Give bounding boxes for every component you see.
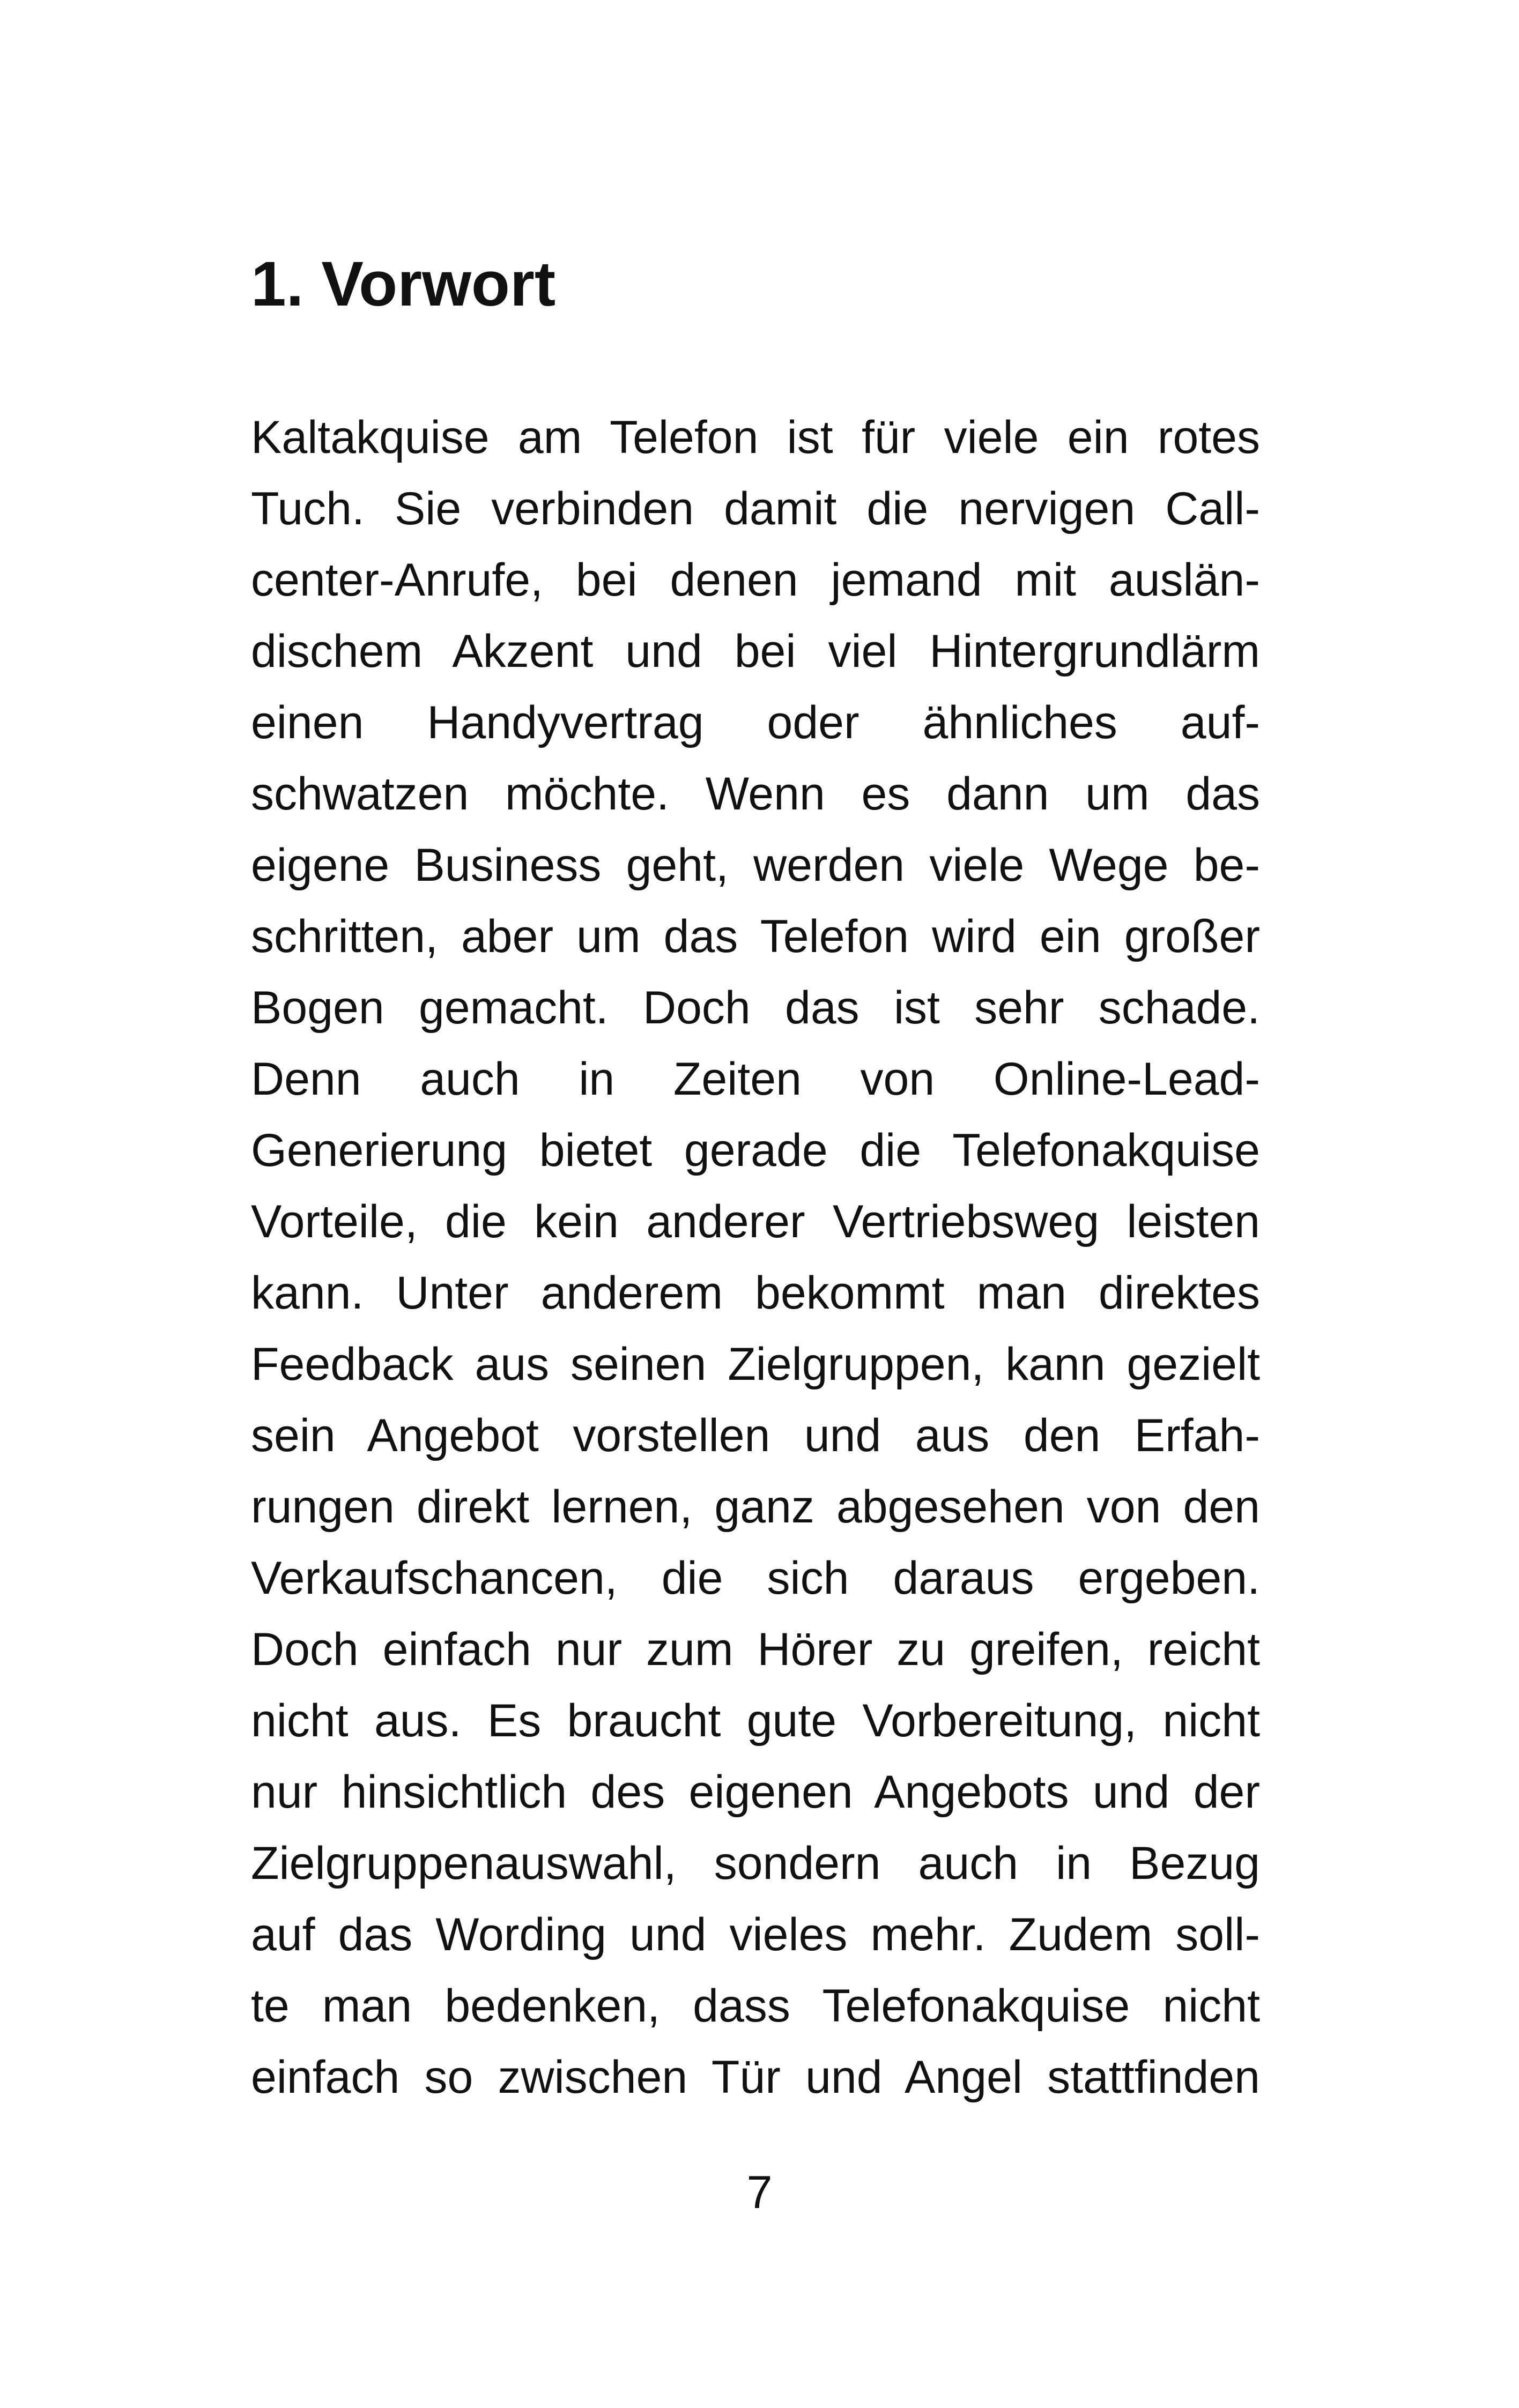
text-line: Generierung bietet gerade die Telefonakquise bbox=[251, 1125, 1260, 1176]
text-line: einfach so zwischen Tür und Angel stattfinden bbox=[251, 2052, 1260, 2103]
text-line: auf das Wording und vieles mehr. Zudem soll- bbox=[251, 1909, 1260, 1960]
text-line: kann. Unter anderem bekommt man direktes bbox=[251, 1267, 1260, 1319]
text-line: center-Anrufe, bei denen jemand mit auslän- bbox=[251, 554, 1260, 606]
text-line: Verkaufschancen, die sich daraus ergeben. bbox=[251, 1552, 1260, 1604]
page-number: 7 bbox=[746, 2167, 773, 2218]
text-line: Tuch. Sie verbinden damit die nervigen Call- bbox=[251, 483, 1260, 534]
text-line: te man bedenken, dass Telefonakquise nicht bbox=[251, 1980, 1260, 2032]
text-line: Bogen gemacht. Doch das ist sehr schade. bbox=[251, 982, 1260, 1034]
text-line: Denn auch in Zeiten von Online-Lead- bbox=[251, 1053, 1260, 1105]
text-line: Kaltakquise am Telefon ist für viele ein rotes bbox=[251, 412, 1260, 463]
text-line: nicht aus. Es braucht gute Vorbereitung, nicht bbox=[251, 1695, 1260, 1746]
text-line: Feedback aus seinen Zielgruppen, kann gezielt bbox=[251, 1339, 1260, 1390]
text-line: sein Angebot vorstellen und aus den Erfah- bbox=[251, 1410, 1260, 1461]
text-line: einen Handyvertrag oder ähnliches auf- bbox=[251, 697, 1260, 748]
body-paragraph bbox=[251, 402, 1260, 2113]
text-line: rungen direkt lernen, ganz abgesehen von den bbox=[251, 1481, 1260, 1533]
text-line: Zielgruppenauswahl, sondern auch in Bezug bbox=[251, 1838, 1260, 1889]
text-line: schwatzen möchte. Wenn es dann um das bbox=[251, 768, 1260, 820]
text-line: nur hinsichtlich des eigenen Angebots und der bbox=[251, 1766, 1260, 1818]
text-line: Doch einfach nur zum Hörer zu greifen, reicht bbox=[251, 1624, 1260, 1675]
text-line: dischem Akzent und bei viel Hintergrundlärm bbox=[251, 626, 1260, 677]
text-line: Vorteile, die kein anderer Vertriebsweg leisten bbox=[251, 1196, 1260, 1247]
text-line: schritten, aber um das Telefon wird ein großer bbox=[251, 911, 1260, 962]
chapter-title: 1. Vorwort bbox=[251, 249, 556, 319]
text-line: eigene Business geht, werden viele Wege be- bbox=[251, 839, 1260, 891]
